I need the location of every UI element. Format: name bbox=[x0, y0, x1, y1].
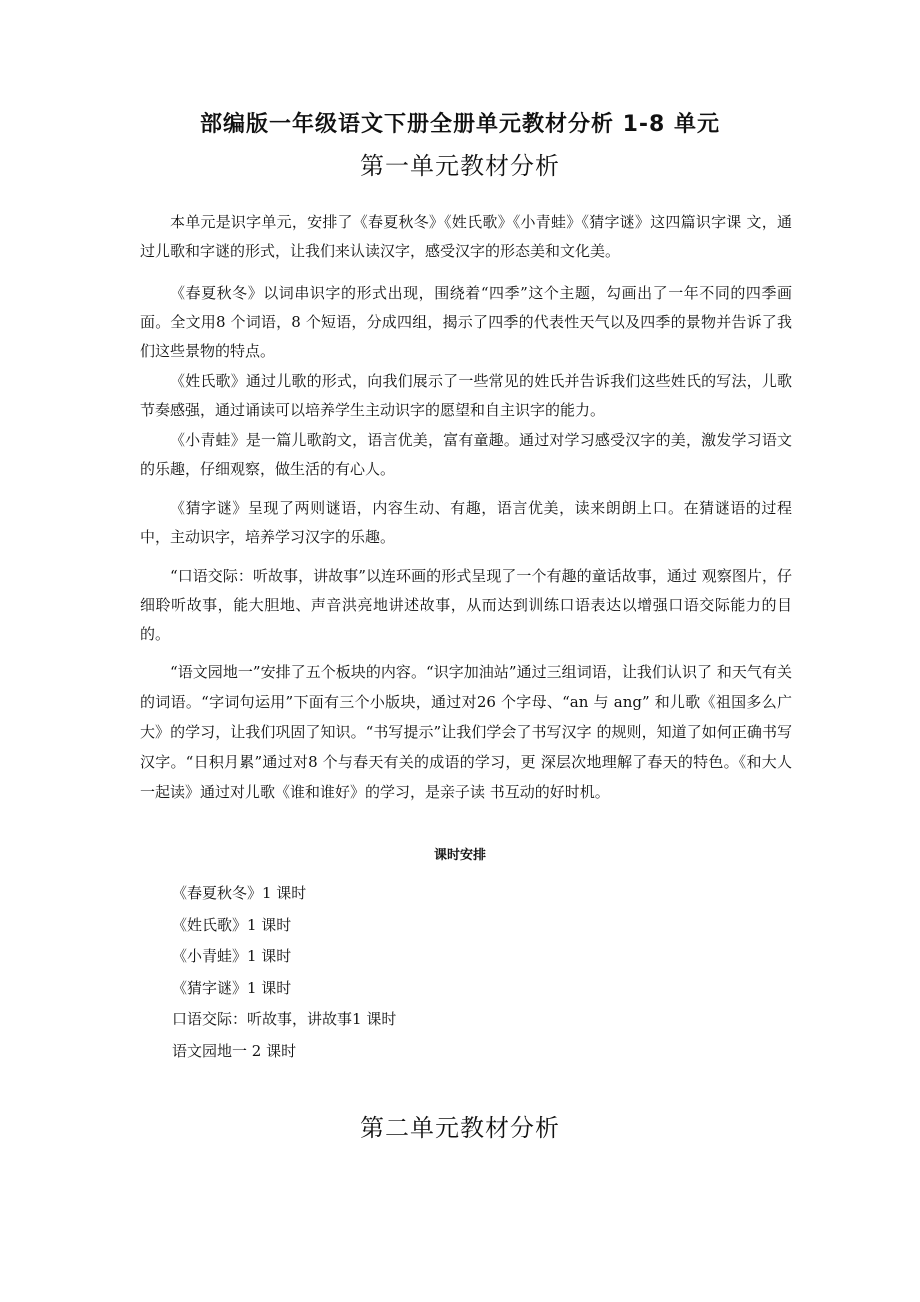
unit1-paragraph-xiaoqingwa: 《小青蛙》是一篇儿歌韵文，语言优美，富有童趣。通过对学习感受汉字的美，激发学习语文的乐趣，仔细观察，做生活的有心人。 bbox=[140, 431, 792, 478]
document-title: 部编版一年级语文下册全册单元教材分析 1-8 单元 bbox=[199, 112, 721, 137]
schedule-item: 《小青蛙》1 课时 bbox=[172, 947, 292, 965]
unit1-paragraph-xingshige: 《姓氏歌》通过儿歌的形式，向我们展示了一些常见的姓氏并告诉我们这些姓氏的写法，儿歌节奏感强，通过诵读可以培养学生主动识字的愿望和自主识字的能力。 bbox=[140, 372, 792, 419]
schedule-heading: 课时安排 bbox=[433, 848, 486, 863]
unit2-heading: 第二单元教材分析 bbox=[360, 1114, 560, 1142]
unit1-paragraph-chunxiaqiudong: 《春夏秋冬》以词串识字的形式出现，围绕着“四季”这个主题，勾画出了一年不同的四季画面。全文用8 个词语，8 个短语，分成四组，揭示了四季的代表性天气以及四季的景物并告诉了我们这些景物的特点。 bbox=[140, 284, 792, 360]
schedule-item: 《春夏秋冬》1 课时 bbox=[172, 884, 307, 902]
schedule-item: 《猜字谜》1 课时 bbox=[172, 978, 292, 997]
schedule-item: 语文园地一 2 课时 bbox=[172, 1041, 297, 1060]
unit1-paragraph-overview: 本单元是识字单元，安排了《春夏秋冬》《姓氏歌》《小青蛙》《猜字谜》这四篇识字课 文，通过儿歌和字谜的形式，让我们来认读汉字，感受汉字的形态美和文化美。 bbox=[140, 213, 792, 260]
schedule-item: 《姓氏歌》1 课时 bbox=[172, 915, 292, 934]
unit1-paragraph-yuwen-yuandi: “语文园地一”安排了五个板块的内容。“识字加油站”通过三组词语，让我们认识了 和天气有关的词语。“字词句运用”下面有三个小版块，通过对26 个字母、“an 与 ang” 和儿歌《祖国多么广大》的学习，让我们巩固了知识。“书写提示”让我们学会了书写汉字 的规则，知道了如何正确书写汉字。“日积月累”通过对8 个与春天有关的成语的学习，更 深层次地理解了春天的特色。《和大人一起读》通过对儿歌《谁和谁好》的学习，是亲子读 书互动的好时机。 bbox=[140, 663, 792, 801]
unit1-paragraph-oral-communication: “口语交际：听故事，讲故事”以连环画的形式呈现了一个有趣的童话故事，通过 观察图片，仔 细聆听故事，能大胆地、声音洪亮地讲述故事，从而达到训练口语表达以增强口语交际能力的目的。 bbox=[140, 567, 792, 643]
schedule-item: 口语交际：听故事，讲故事1 课时 bbox=[172, 1010, 397, 1028]
schedule-list bbox=[172, 878, 396, 1067]
unit1-paragraph-caiziimi: 《猜字谜》呈现了两则谜语，内容生动、有趣，语言优美，读来朗朗上口。在猜谜语的过程中，主动识字，培养学习汉字的乐趣。 bbox=[140, 499, 792, 546]
unit1-heading: 第一单元教材分析 bbox=[360, 152, 560, 180]
